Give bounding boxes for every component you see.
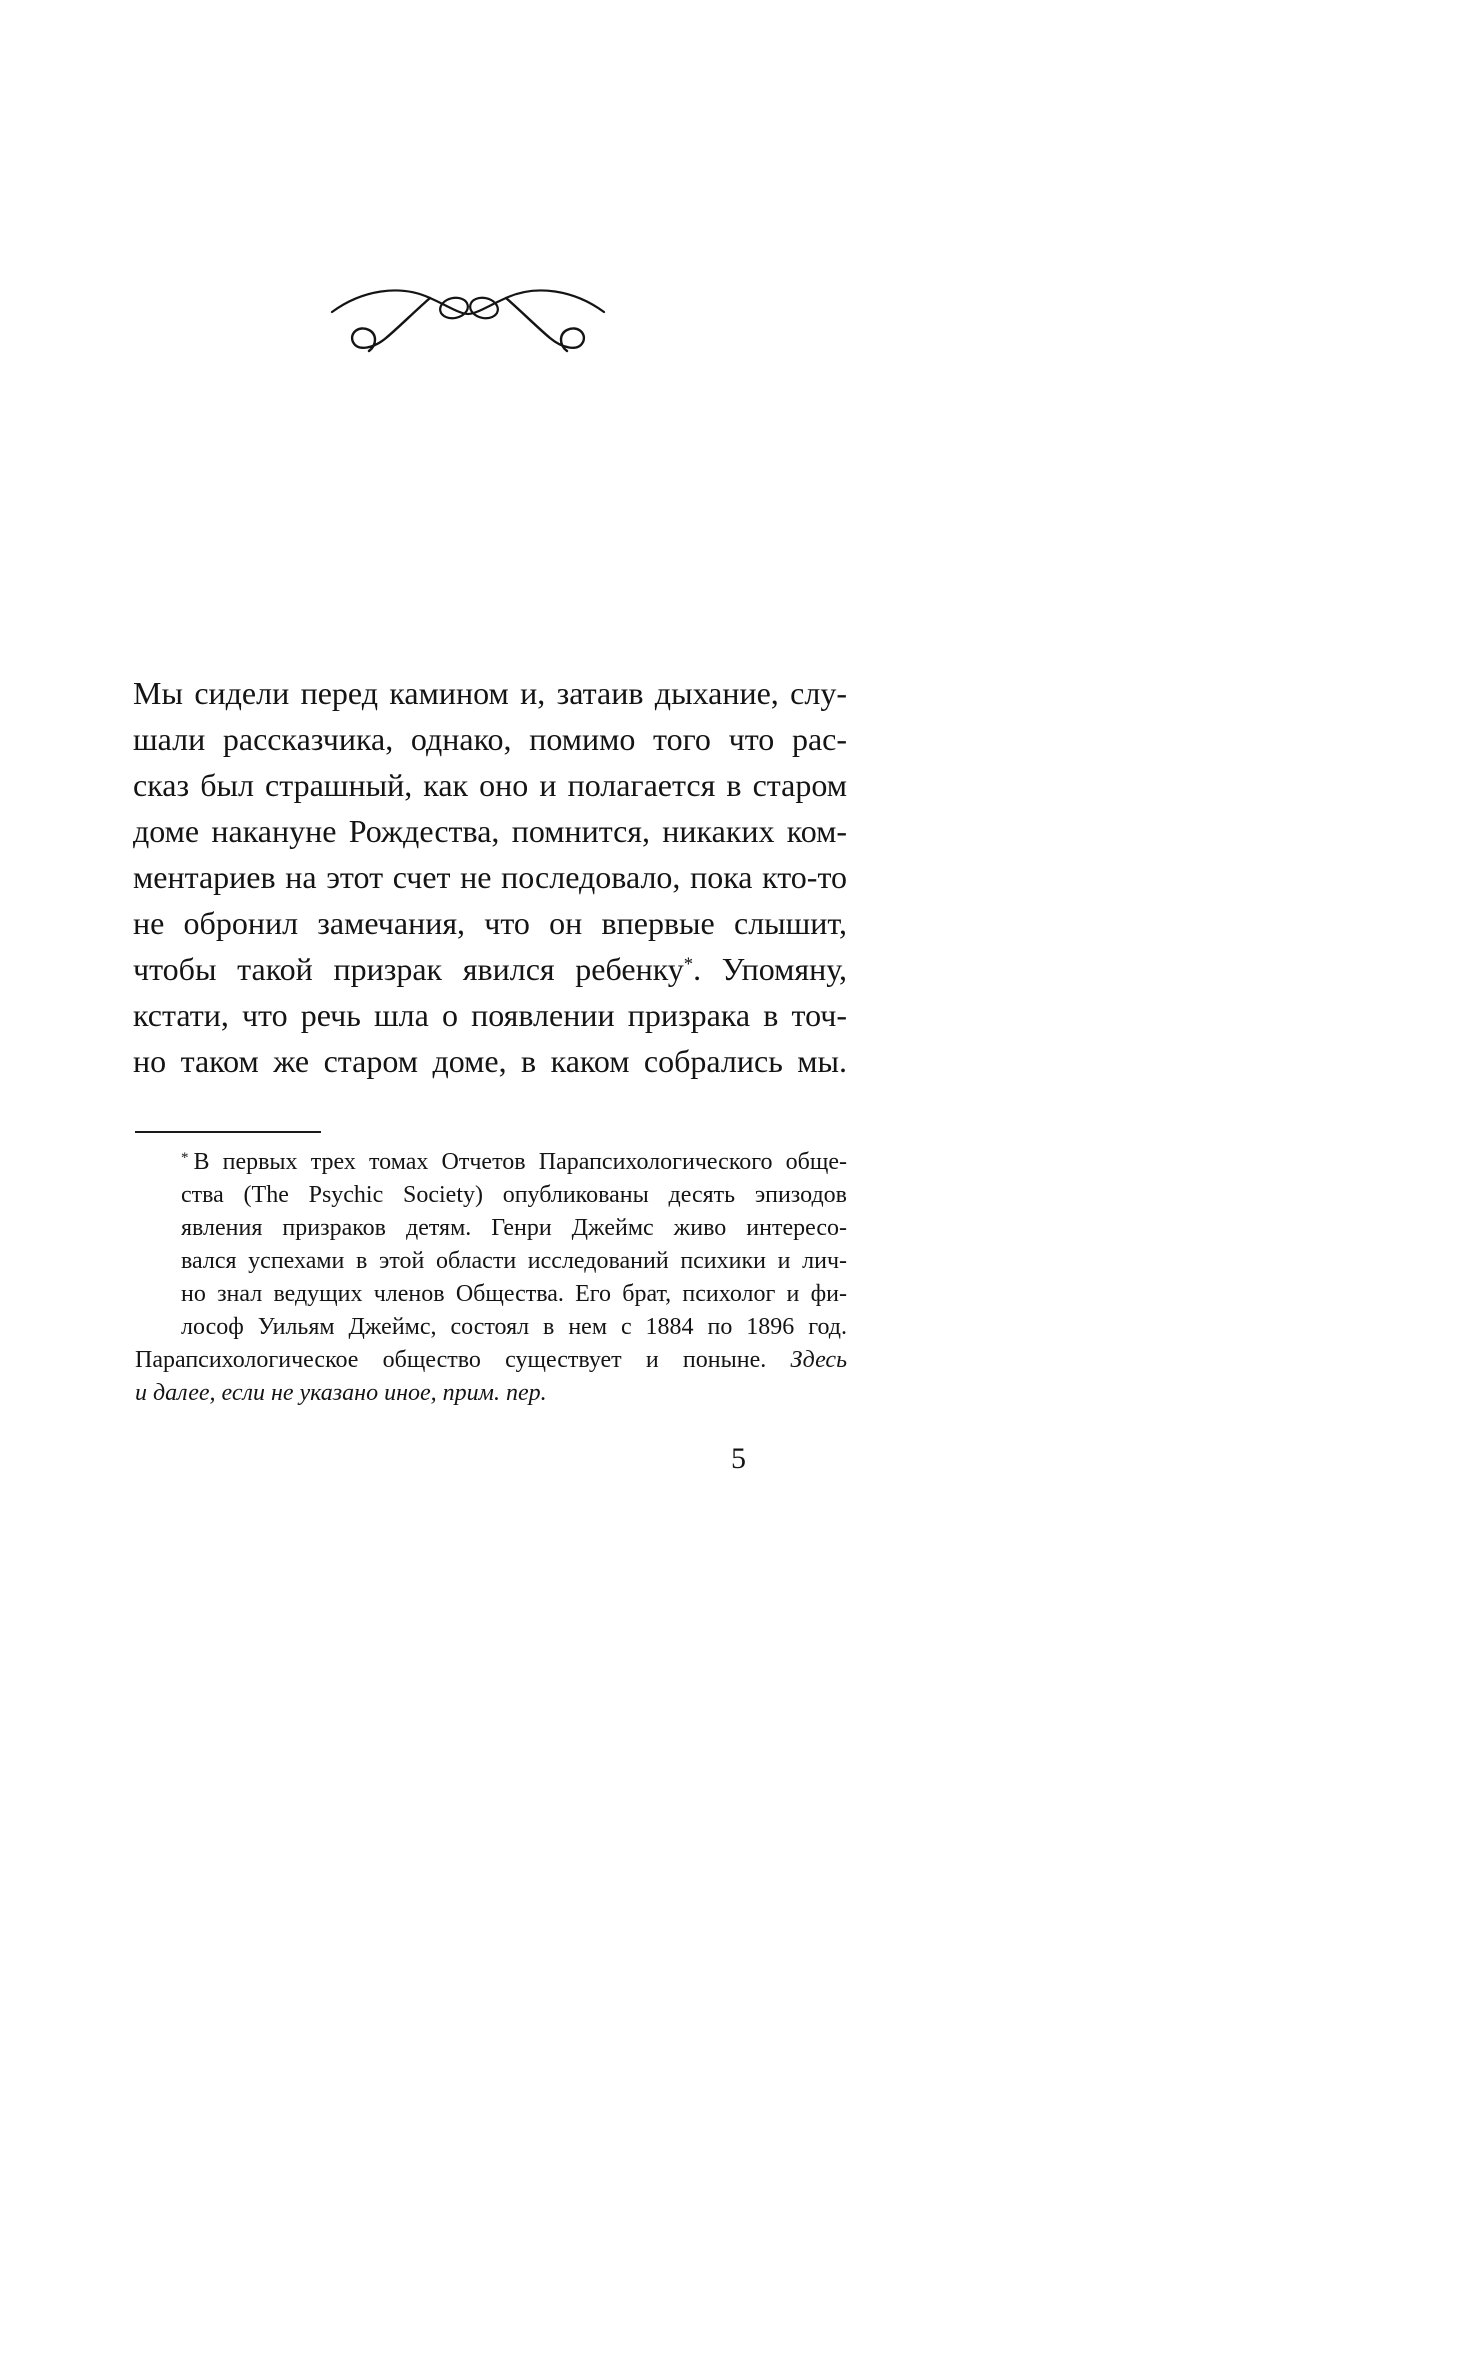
footnote-line: явления призраков детям. Генри Джеймс живо интересо-	[181, 1215, 847, 1241]
footnote-italic-segment: Здесь	[790, 1347, 847, 1373]
footnote-line: ства (The Psychic Society) опубликованы десять эпизодов	[181, 1182, 847, 1208]
text-line: ментариев на этот счет не последовало, пока кто-то	[133, 859, 847, 895]
text-line	[133, 946, 847, 992]
text-line: не обронил замечания, что он впервые слышит,	[133, 905, 847, 941]
footnote-line	[181, 1146, 847, 1179]
footnote-reference-asterisk: *	[683, 953, 694, 975]
footnote-text-segment: В первых трех томах Отчетов Парапсихологического обще-	[193, 1149, 847, 1175]
text-line: но таком же старом доме, в каком собрались мы.	[133, 1043, 847, 1079]
footnote-line: но знал ведущих членов Общества. Его брат, психолог и фи-	[181, 1281, 847, 1307]
footnote-line	[135, 1344, 847, 1377]
text-line: доме накануне Рождества, помнится, никаких ком-	[133, 813, 847, 849]
flourish-ornament-icon	[328, 282, 608, 360]
footnote-block	[135, 1146, 847, 1410]
page-number: 5	[731, 1442, 746, 1475]
footnote-asterisk: *	[181, 1149, 189, 1166]
footnote-separator	[135, 1131, 321, 1133]
main-paragraph	[133, 670, 847, 1084]
text-segment: . Упомяну,	[693, 951, 847, 987]
text-line: кстати, что речь шла о появлении призрака в точ-	[133, 997, 847, 1033]
footnote-text-segment: Парапсихологическое общество существует и поныне.	[135, 1347, 791, 1373]
text-line: Мы сидели перед камином и, затаив дыхание, слу-	[133, 675, 847, 711]
text-segment: чтобы такой призрак явился ребенку	[133, 951, 684, 987]
text-line: сказ был страшный, как оно и полагается в старом	[133, 767, 847, 803]
footnote-line: вался успехами в этой области исследований психики и лич-	[181, 1248, 847, 1274]
text-line: шали рассказчика, однако, помимо того что рас-	[133, 721, 847, 757]
footnote-line: и далее, если не указано иное, прим. пер.	[135, 1380, 547, 1406]
footnote-line: лософ Уильям Джеймс, состоял в нем с 1884 по 1896 год.	[181, 1314, 847, 1340]
